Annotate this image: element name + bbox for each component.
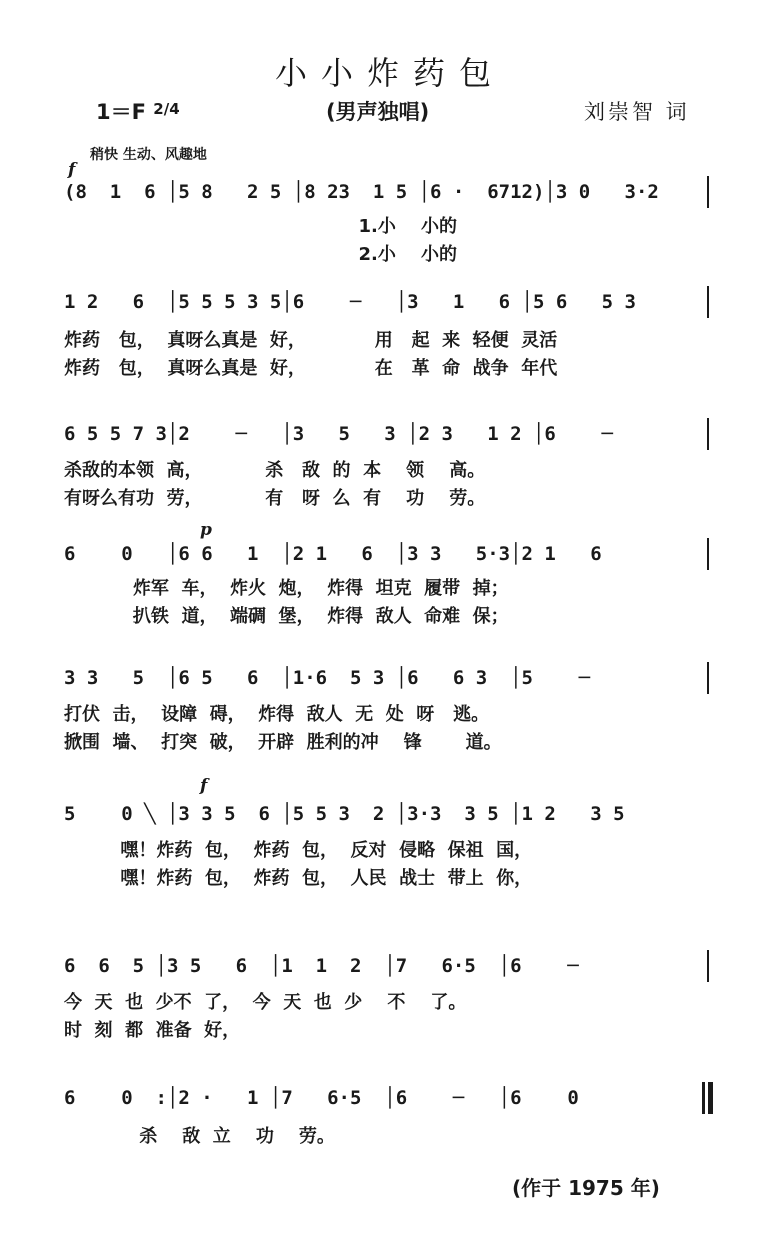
- lyrics-verse-2: 有呀么有功 劳， 有 呀 么 有 功 劳。: [64, 488, 486, 509]
- dynamic-piano: p: [200, 520, 212, 540]
- lyrics-verse-2: 嘿！炸药 包， 炸药 包， 人民 战士 带上 你，: [64, 868, 533, 889]
- notation-line: 6 6 5 │3 5 6 │1 1 2 │7 6·5 │6 ─: [64, 955, 579, 977]
- lyricist: 刘崇智 词: [584, 100, 690, 124]
- lyrics-verse-2: 炸药 包， 真呀么真是 好， 在 革 命 战争 年代: [64, 358, 558, 379]
- subtitle: (男声独唱): [326, 100, 430, 124]
- barline-end: [707, 418, 709, 450]
- barline-end: [707, 950, 709, 982]
- notation-line: 6 0 │6 6 1 │2 1 6 │3 3 5·3│2 1 6: [64, 543, 602, 565]
- notation-line: 3 3 5 │6 5 6 │1·6 5 3 │6 6 3 │5 ─: [64, 667, 591, 689]
- time-signature: 2/4: [153, 100, 180, 118]
- lyrics-verse-1: 嘿！炸药 包， 炸药 包， 反对 侵略 保祖 国，: [64, 840, 533, 861]
- notation-line: 1 2 6 │5 5 5 3 5│6 ─ │3 1 6 │5 6 5 3: [64, 291, 636, 313]
- lyrics-verse-1: 炸药 包， 真呀么真是 好， 用 起 来 轻便 灵活: [64, 330, 558, 351]
- lyrics-verse-2: 扒铁 道， 端碉 堡， 炸得 敌人 命难 保；: [64, 606, 509, 627]
- score-line-5: [64, 660, 714, 760]
- lyrics-verse-1: 炸军 车， 炸火 炮， 炸得 坦克 履带 掉；: [64, 578, 509, 599]
- lyrics-verse-2: 时 刻 都 准备 好，: [64, 1020, 241, 1041]
- score-line-2: [64, 284, 714, 384]
- final-barline-thick: [708, 1082, 713, 1114]
- barline-end: [707, 662, 709, 694]
- score-line-6: [64, 796, 714, 896]
- notation-line: 6 0 :│2 · 1 │7 6·5 │6 ─ │6 0: [64, 1087, 579, 1109]
- lyrics-verse-2: 2.小 小的: [64, 244, 457, 265]
- lyrics-verse-1: 杀 敌 立 功 劳。: [64, 1126, 335, 1147]
- lyrics-verse-1: 杀敌的本领 高， 杀 敌 的 本 领 高。: [64, 460, 486, 481]
- notation-line: 6 5 5 7 3│2 ─ │3 5 3 │2 3 1 2 │6 ─: [64, 423, 614, 445]
- score-line-4: [64, 536, 714, 636]
- lyrics-verse-2: 掀围 墙、 打突 破， 开辟 胜利的冲 锋 道。: [64, 732, 502, 753]
- notation-line: 5 0 ╲ │3 3 5 6 │5 5 3 2 │3·3 3 5 │1 2 3 5: [64, 803, 625, 825]
- barline-end: [707, 538, 709, 570]
- lyrics-verse-1: 1.小 小的: [64, 216, 457, 237]
- lyrics-verse-1: 打伏 击， 设障 碍， 炸得 敌人 无 处 呀 逃。: [64, 704, 490, 725]
- song-title: 小小炸药包: [274, 54, 505, 92]
- barline-end: [707, 286, 709, 318]
- score-line-8: [64, 1080, 714, 1160]
- lyrics-verse-1: 今 天 也 少不 了， 今 天 也 少 不 了。: [64, 992, 467, 1013]
- composition-date: (作于 1975 年): [512, 1176, 660, 1200]
- key-signature: [96, 96, 180, 126]
- key-label: 1＝F: [96, 100, 146, 124]
- tempo-marking: 稍快 生动、风趣地: [90, 147, 207, 163]
- score-line-7: [64, 948, 714, 1048]
- final-barline-thin: [702, 1082, 705, 1114]
- dynamic-forte-1: f: [68, 160, 76, 180]
- score-line-3: [64, 416, 714, 516]
- notation-line: (8 1 6 │5 8 2 5 │8 23 1 5 │6 · 6712)│3 0 3·2: [64, 181, 659, 203]
- barline-end: [707, 176, 709, 208]
- dynamic-forte-2: f: [200, 776, 208, 796]
- score-line-1: [64, 174, 714, 274]
